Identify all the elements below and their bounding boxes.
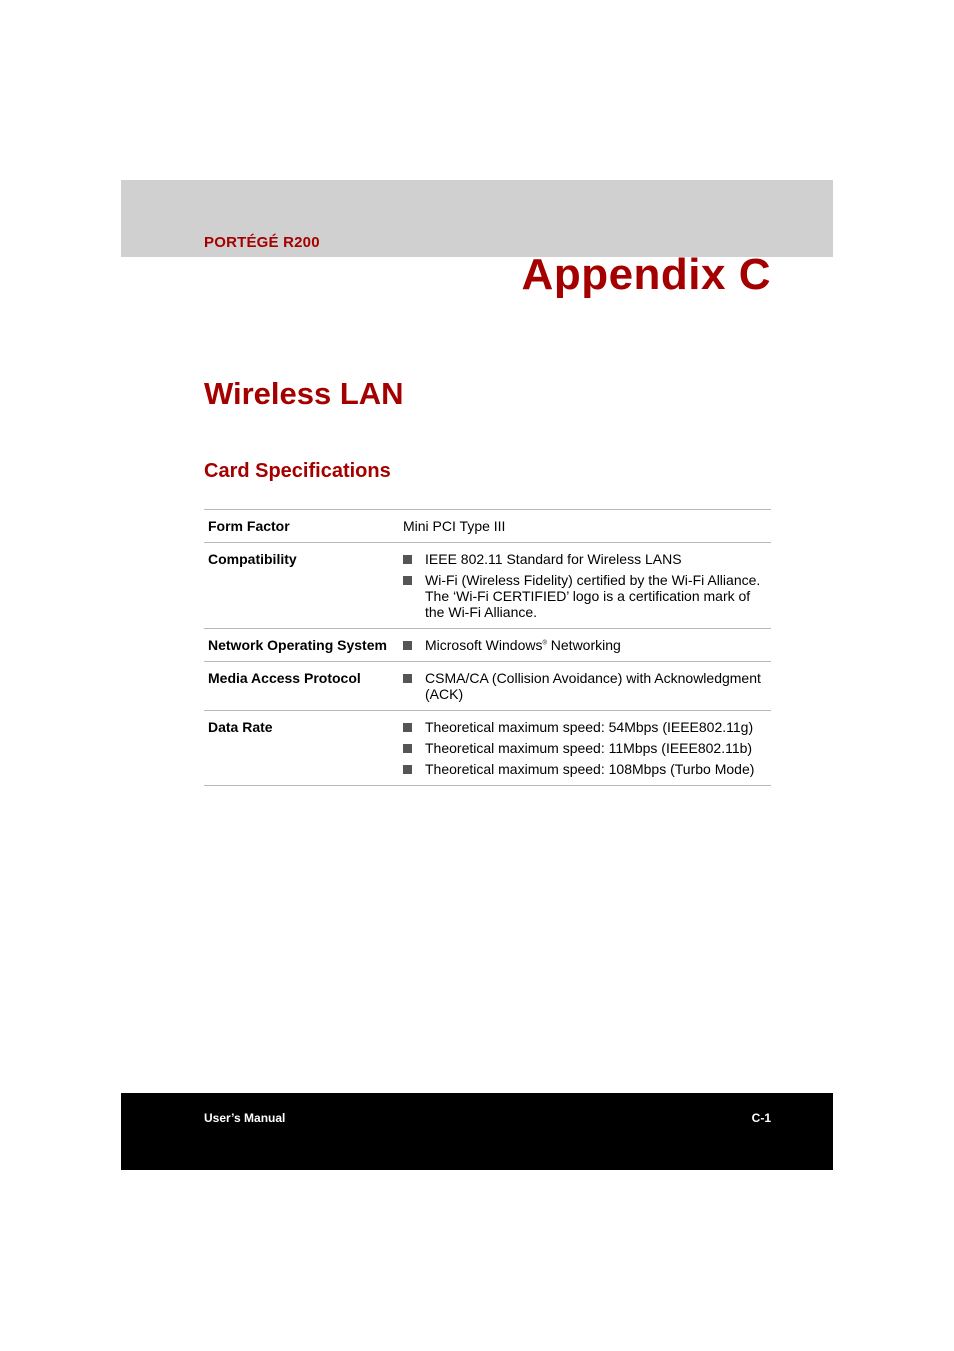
spec-label: Form Factor (204, 510, 403, 543)
bullet-text-part: Microsoft Windows (425, 637, 543, 653)
bullet-text: Theoretical maximum speed: 108Mbps (Turbo Mode) (425, 761, 755, 777)
list-item (403, 637, 771, 653)
list-item (403, 670, 771, 702)
spec-row-data-rate (204, 711, 771, 786)
bullet-text-part: Networking (546, 637, 621, 653)
list-item (403, 551, 771, 567)
square-bullet-icon (403, 576, 412, 585)
footer-band (121, 1093, 833, 1170)
registered-mark: ® (542, 640, 547, 647)
spec-row-form-factor (204, 510, 771, 543)
spec-value (403, 629, 771, 662)
bullet-text: Theoretical maximum speed: 54Mbps (IEEE802.11g) (425, 719, 754, 735)
bullet-text: IEEE 802.11 Standard for Wireless LANS (425, 551, 682, 567)
bullet-text: Theoretical maximum speed: 11Mbps (IEEE802.11b) (425, 740, 753, 756)
square-bullet-icon (403, 723, 412, 732)
spec-label: Data Rate (204, 711, 403, 786)
spec-value (403, 662, 771, 711)
bullet-text (425, 637, 771, 653)
square-bullet-icon (403, 641, 412, 650)
spec-label: Media Access Protocol (204, 662, 403, 711)
chapter-title: Appendix C (521, 250, 771, 299)
square-bullet-icon (403, 765, 412, 774)
square-bullet-icon (403, 555, 412, 564)
footer-manual-title: User’s Manual (204, 1111, 286, 1125)
spec-value: Mini PCI Type III (403, 510, 771, 543)
product-name: PORTÉGÉ R200 (204, 234, 320, 251)
list-item (403, 572, 771, 620)
subsection-title: Card Specifications (204, 460, 391, 482)
spec-table (204, 509, 771, 786)
spec-row-network-os (204, 629, 771, 662)
spec-label: Network Operating System (204, 629, 403, 662)
bullet-text: Wi-Fi (Wireless Fidelity) certified by the Wi-Fi Alliance. The ‘Wi-Fi CERTIFIED’ logo is a certification mark of the Wi-Fi Alliance. (425, 572, 761, 620)
square-bullet-icon (403, 744, 412, 753)
list-item (403, 740, 771, 756)
spec-value (403, 711, 771, 786)
list-item (403, 719, 771, 735)
spec-row-compatibility (204, 543, 771, 629)
list-item (403, 761, 771, 777)
bullet-text: CSMA/CA (Collision Avoidance) with Acknowledgment (ACK) (425, 670, 761, 702)
spec-row-media-access (204, 662, 771, 711)
square-bullet-icon (403, 674, 412, 683)
footer-page-number: C-1 (751, 1111, 771, 1125)
spec-label: Compatibility (204, 543, 403, 629)
spec-value (403, 543, 771, 629)
section-title: Wireless LAN (204, 376, 404, 411)
